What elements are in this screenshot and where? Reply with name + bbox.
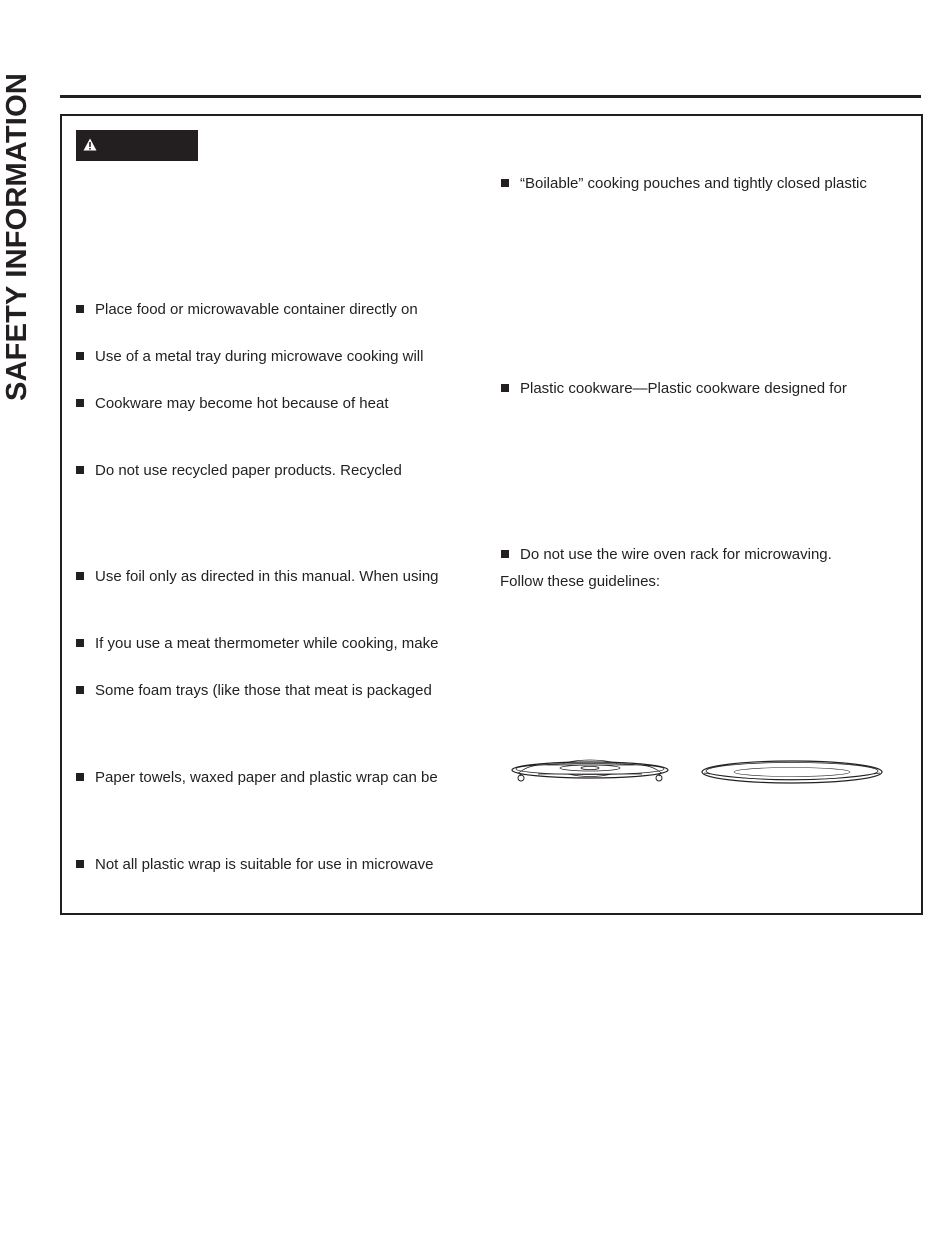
list-item: Paper towels, waxed paper and plastic wrap can be [76,769,438,787]
bullet-square-icon [501,179,509,187]
warning-badge [76,130,198,161]
list-item: Some foam trays (like those that meat is packaged [76,682,432,700]
bullet-square-icon [76,686,84,694]
bullet-square-icon [76,399,84,407]
wire-rack-illustration [508,754,672,786]
list-item: Use of a metal tray during microwave cooking will [76,348,423,366]
list-item: Cookware may become hot because of heat [76,395,389,413]
list-item: Plastic cookware—Plastic cookware designed for [501,380,847,398]
guidelines-text: Follow these guidelines: [500,573,661,590]
bullet-square-icon [76,639,84,647]
bullet-square-icon [76,860,84,868]
list-item: If you use a meat thermometer while cooking, make [76,635,439,653]
list-item: Not all plastic wrap is suitable for use in microwave [76,856,433,874]
list-item: Do not use recycled paper products. Recycled [76,462,402,480]
bullet-square-icon [76,773,84,781]
list-item: Place food or microwavable container directly on [76,301,418,319]
safety-panel [60,114,923,915]
bullet-square-icon [501,384,509,392]
bullet-square-icon [76,352,84,360]
list-item: “Boilable” cooking pouches and tightly closed plastic [501,175,867,193]
top-divider [60,95,921,98]
bullet-square-icon [76,305,84,313]
warning-triangle-icon [83,138,97,151]
glass-tray-illustration [700,757,884,787]
section-title-vertical: SAFETY INFORMATION [1,73,33,401]
bullet-square-icon [501,550,509,558]
bullet-square-icon [76,466,84,474]
list-item: Use foil only as directed in this manual. When using [76,568,439,586]
list-item: Do not use the wire oven rack for microwaving. [501,546,832,564]
bullet-square-icon [76,572,84,580]
